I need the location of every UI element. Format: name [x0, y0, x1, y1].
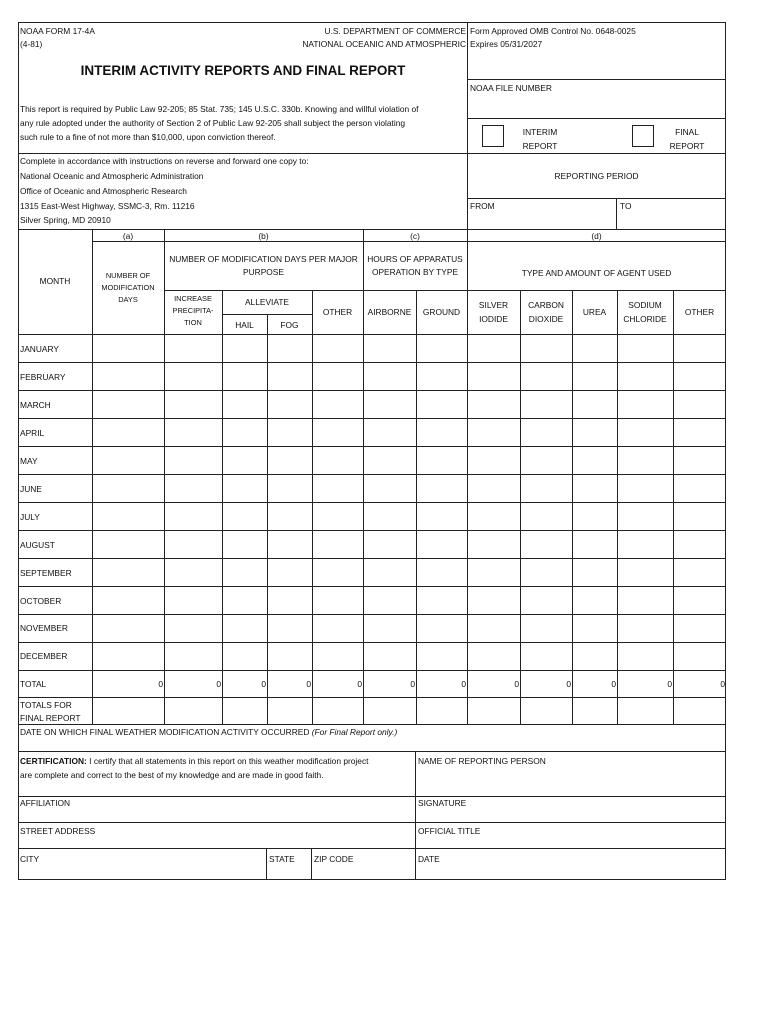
reporting-period-label: REPORTING PERIOD — [554, 171, 639, 181]
row-label-march: MARCH — [20, 400, 51, 410]
purpose-header: NUMBER OF MODIFICATION DAYS PER MAJOR — [169, 254, 358, 264]
row-label-october: OCTOBER — [20, 596, 62, 606]
other-agent-header: OTHER — [684, 307, 715, 317]
row-label-december: DECEMBER — [20, 651, 68, 661]
row-label-february: FEBRUARY — [20, 372, 66, 382]
final-activity-date-label: DATE ON WHICH FINAL WEATHER MODIFICATION ACTIVITY OCCURRED (For Final Report only.) — [20, 727, 398, 737]
apparatus-hours-header: HOURS OF APPARATUS — [367, 254, 463, 264]
address-line-1: Complete in accordance with instructions on reverse and forward one copy to: — [20, 156, 309, 166]
address-line-2: National Oceanic and Atmospheric Administration — [20, 171, 204, 181]
row-label-november: NOVEMBER — [20, 623, 68, 633]
silver-iodide-header: SILVER — [478, 300, 509, 310]
ground-header: GROUND — [422, 307, 461, 317]
total-sodium-chloride: 0 — [667, 679, 672, 689]
legal-notice-line-3: such rule to a fine of not more than $10,000, upon conviction thereof. — [20, 132, 276, 142]
sodium-chloride-header: SODIUM — [628, 300, 662, 310]
total-other-purpose: 0 — [357, 679, 362, 689]
row-label-september: SEPTEMBER — [20, 568, 72, 578]
total-other-agent: 0 — [720, 679, 725, 689]
final-report-label: FINAL — [675, 127, 699, 137]
state-field[interactable] — [267, 864, 310, 879]
noaa-file-number-label: NOAA FILE NUMBER — [470, 83, 552, 93]
total-modification-days: 0 — [158, 679, 163, 689]
column-c-label: (c) — [410, 231, 420, 241]
row-label-april: APRIL — [20, 428, 45, 438]
total-airborne: 0 — [410, 679, 415, 689]
column-b-label: (b) — [258, 231, 269, 241]
legal-notice-line-1: This report is required by Public Law 92-205; 85 Stat. 735; 145 U.S.C. 330b. Knowing and willful violation of — [20, 104, 419, 114]
row-label-august: AUGUST — [20, 540, 55, 550]
total-ground: 0 — [461, 679, 466, 689]
certification-text-line-1: CERTIFICATION: I certify that all statements in this report on this weather modification project — [20, 756, 369, 766]
agency-name: NATIONAL OCEANIC AND ATMOSPHERIC — [302, 39, 466, 49]
address-line-3: Office of Oceanic and Atmospheric Research — [20, 186, 187, 196]
date-field[interactable] — [416, 864, 725, 879]
row-label-totals-final: TOTALS FOR — [20, 700, 72, 710]
row-label-may: MAY — [20, 456, 38, 466]
total-hail: 0 — [261, 679, 266, 689]
official-title-label: OFFICIAL TITLE — [418, 826, 481, 836]
total-silver-iodide: 0 — [514, 679, 519, 689]
other-purpose-header: OTHER — [322, 307, 353, 317]
column-a-label: (a) — [122, 231, 134, 241]
department-name: U.S. DEPARTMENT OF COMMERCE — [324, 26, 466, 36]
address-line-4: 1315 East-West Highway, SSMC-3, Rm. 11216 — [20, 201, 195, 211]
form-number: NOAA FORM 17-4A — [20, 26, 95, 36]
period-from-label: FROM — [470, 201, 495, 211]
row-label-total: TOTAL — [20, 679, 47, 689]
fog-header: FOG — [280, 320, 299, 330]
certification-text-line-2: are complete and correct to the best of my knowledge and are made in good faith. — [20, 770, 324, 780]
modification-days-header: NUMBER OF — [105, 271, 151, 280]
state-label: STATE — [269, 854, 295, 864]
omb-expiration: Expires 05/31/2027 — [470, 39, 543, 49]
urea-header: UREA — [582, 307, 607, 317]
street-address-field[interactable] — [19, 836, 414, 847]
certification-label: CERTIFICATION: — [20, 756, 87, 766]
airborne-header: AIRBORNE — [367, 307, 412, 317]
signature-label: SIGNATURE — [418, 798, 467, 808]
date-label: DATE — [418, 854, 440, 864]
city-field[interactable] — [19, 864, 265, 879]
total-carbon-dioxide: 0 — [566, 679, 571, 689]
total-urea: 0 — [611, 679, 616, 689]
address-line-5: Silver Spring, MD 20910 — [20, 215, 111, 225]
row-label-june: JUNE — [20, 484, 42, 494]
page-title: INTERIM ACTIVITY REPORTS AND FINAL REPORT — [80, 63, 406, 78]
total-fog: 0 — [306, 679, 311, 689]
increase-precipitation-header: INCREASE — [174, 294, 212, 303]
hail-header: HAIL — [235, 320, 254, 330]
period-to-label: TO — [620, 201, 632, 211]
row-label-july: JULY — [20, 512, 40, 522]
final-activity-date-field[interactable] — [410, 726, 725, 750]
column-d-label: (d) — [591, 231, 602, 241]
total-increase-precipitation: 0 — [216, 679, 221, 689]
agent-header: TYPE AND AMOUNT OF AGENT USED — [521, 268, 672, 278]
city-label: CITY — [20, 854, 40, 864]
form-date: (4-81) — [20, 39, 43, 49]
carbon-dioxide-header: CARBON — [528, 300, 564, 310]
legal-notice-line-2: any rule adopted under the authority of Section 2 of Public Law 92-205 shall subject the person violating — [20, 118, 406, 128]
street-address-label: STREET ADDRESS — [20, 826, 96, 836]
signature-field[interactable] — [416, 809, 725, 821]
alleviate-header: ALLEVIATE — [244, 297, 290, 307]
final-activity-note: (For Final Report only.) — [311, 727, 398, 737]
official-title-field[interactable] — [416, 836, 725, 847]
interim-report-label: INTERIM — [522, 127, 558, 137]
affiliation-field[interactable] — [19, 809, 414, 821]
zip-code-field[interactable] — [312, 864, 414, 879]
reporting-person-name-label: NAME OF REPORTING PERSON — [418, 756, 546, 766]
omb-approval: Form Approved OMB Control No. 0648-0025 — [470, 26, 636, 36]
row-label-january: JANUARY — [20, 344, 59, 354]
zip-code-label: ZIP CODE — [314, 854, 354, 864]
affiliation-label: AFFILIATION — [20, 798, 71, 808]
reporting-person-name-field[interactable] — [416, 767, 725, 795]
month-header: MONTH — [39, 276, 71, 286]
